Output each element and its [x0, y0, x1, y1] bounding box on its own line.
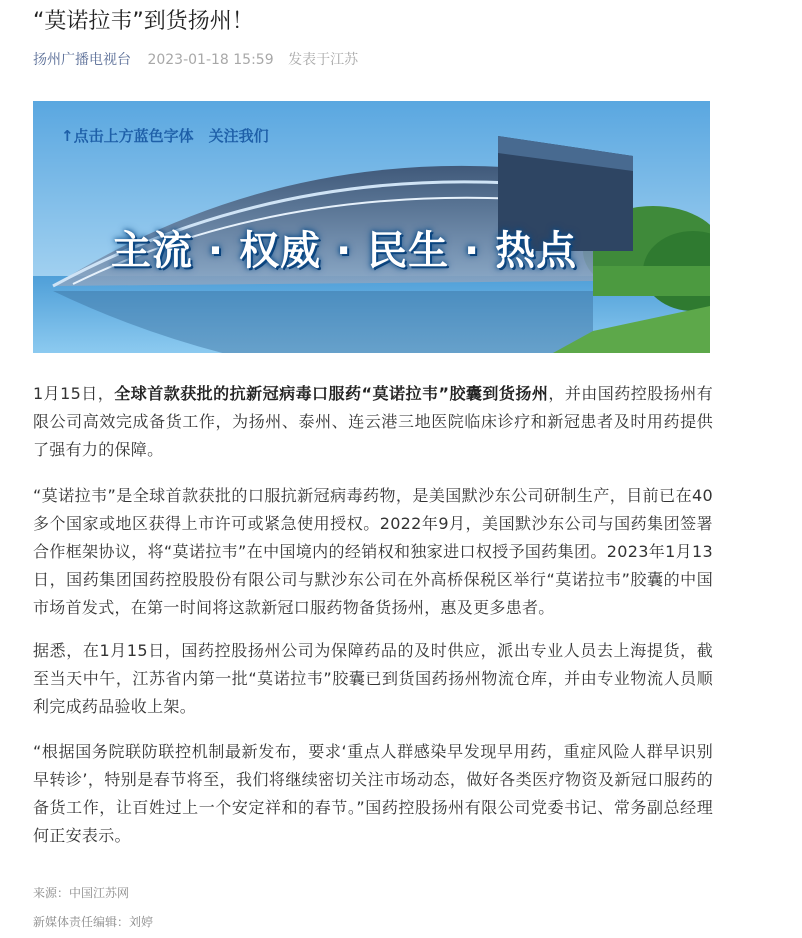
- paragraph-1: [33, 380, 713, 464]
- publish-date: 2023-01-18 15:59: [147, 52, 274, 68]
- article-title: “莫诺拉韦”到货扬州！: [33, 9, 254, 34]
- article-meta: [33, 51, 358, 69]
- paragraph-3: 据悉，在1月15日，国药控股扬州公司为保障药品的及时供应，派出专业人员去上海提货，截至当天中午，江苏省内第一批“莫诺拉韦”胶囊已到货国药扬州物流仓库，并由专业物流人员顺利完成药品验收上架。: [33, 641, 713, 716]
- source-line: 来源：中国江苏网: [33, 886, 130, 900]
- paragraph-1-suffix: ，并由国药控股扬州有限公司高效完成备货工作，为扬州、泰州、连云港三地医院临床诊疗和新冠患者及时用药提供了强有力的保障。: [33, 384, 713, 459]
- banner-follow-hint: ↑点击上方蓝色字体 关注我们: [61, 127, 269, 145]
- paragraph-1-bold: 全球首款获批的抗新冠病毒口服药“莫诺拉韦”胶囊到货扬州: [114, 384, 549, 403]
- publish-location: 发表于江苏: [288, 52, 359, 68]
- paragraph-1-prefix: 1月15日，: [33, 384, 115, 403]
- paragraph-2: “莫诺拉韦”是全球首款获批的口服抗新冠病毒药物，是美国默沙东公司研制生产，目前已在40多个国家或地区获得上市许可或紧急使用授权。2022年9月，美国默沙东公司与国药集团签署合作框架协议，将“莫诺拉韦”在中国境内的经销权和独家进口权授予国药集团。2023年1月13日，国药集团国药控股股份有限公司与默沙东公司在外高桥保税区举行“莫诺拉韦”胶囊的中国市场首发式，在第一时间将这款新冠口服药物备货扬州，惠及更多患者。: [33, 486, 713, 617]
- author-link[interactable]: 扬州广播电视台: [33, 52, 131, 68]
- paragraph-4: “根据国务院联防联控机制最新发布，要求‘重点人群感染早发现早用药，重症风险人群早识别早转诊’，特别是春节将至，我们将继续密切关注市场动态，做好各类医疗物资及新冠口服药的备货工作，让百姓过上一个安定祥和的春节。”国药控股扬州有限公司党委书记、常务副总经理何正安表示。: [33, 742, 713, 845]
- banner-image: [33, 101, 710, 353]
- editor-line: 新媒体责任编辑：刘婷: [33, 915, 154, 929]
- banner-slogan: 主流 · 权威 · 民生 · 热点: [111, 228, 578, 274]
